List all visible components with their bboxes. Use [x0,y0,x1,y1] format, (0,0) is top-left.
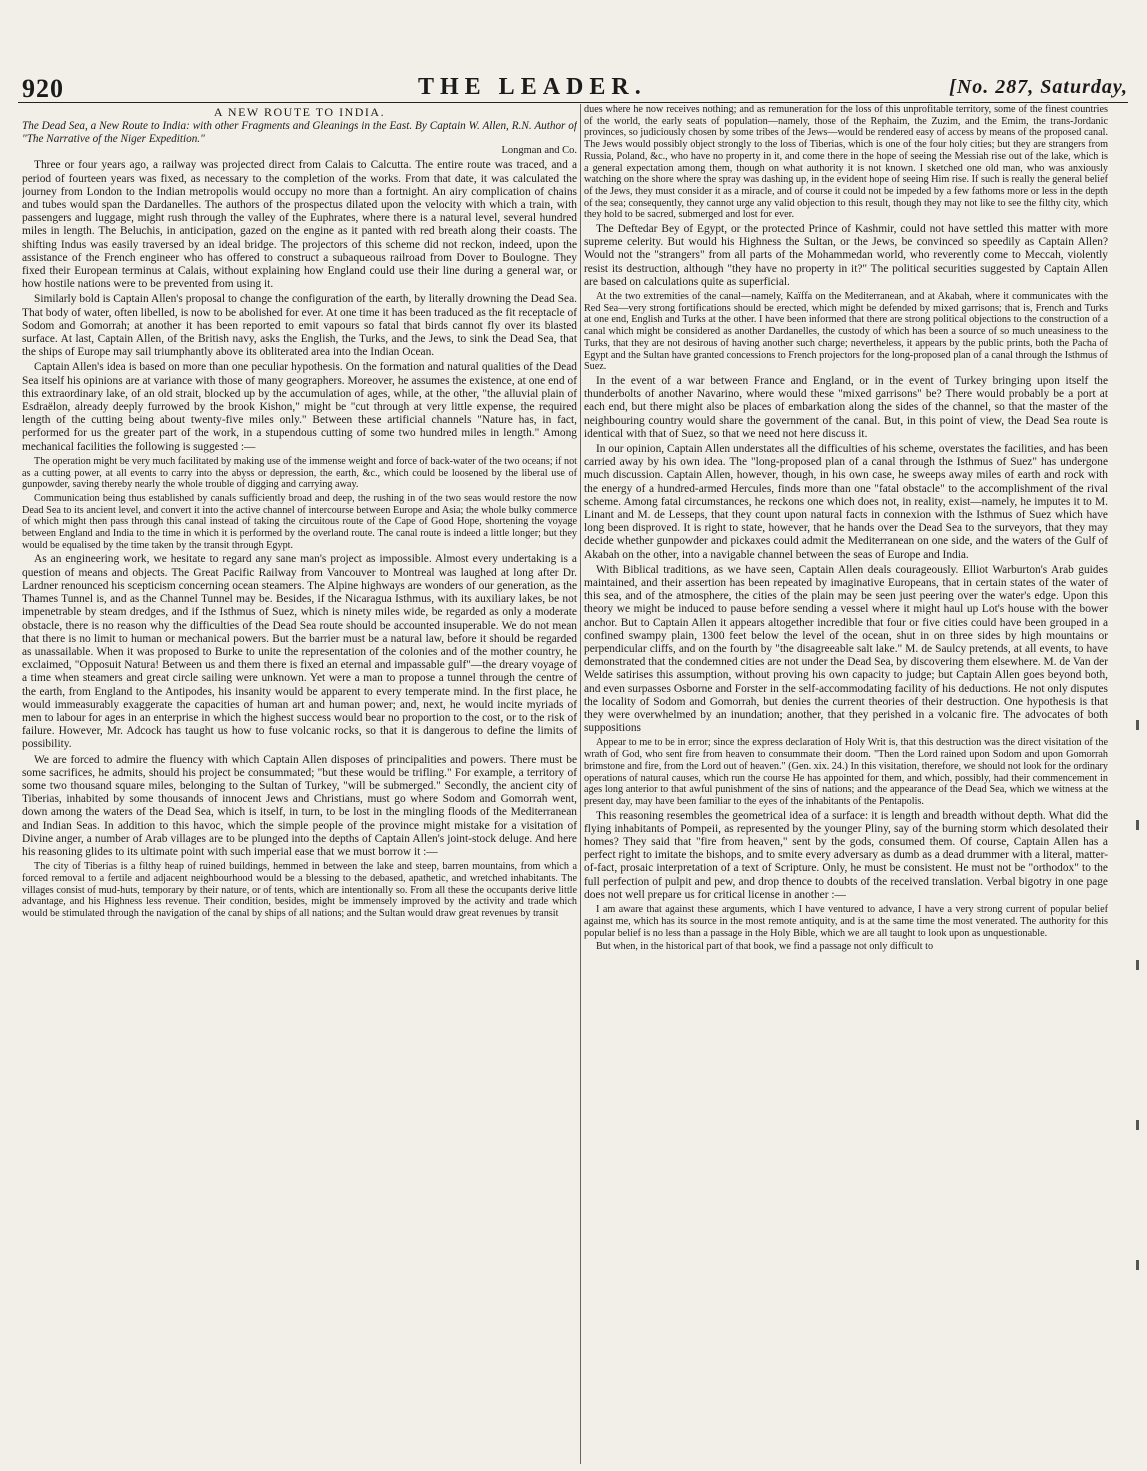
quoted-extract: Appear to me to be in error; since the express declaration of Holy Writ is, that this destruction was the direct visitation of the wrath of God, who sent fire from heaven to consummate their doom. "Then the Lord rained upon Sodom and upon Gomorrah brimstone and fire, from the Lord out of heaven." (Gen. xix. 24.) In this visitation, therefore, we should not look for the ordinary operations of natural causes, which run the course He has appointed for them, and which, possibly, had their commencement in ages long anterior to that awful punishment of the sins of nations; and the appearance of the Dead Sea, which we witness at the present day, may have been familiar to the eyes of the inhabitants of the Pentapolis. [584,737,1108,807]
quoted-extract: The city of Tiberias is a filthy heap of ruined buildings, hemmed in between the lake and steep, barren mountains, from which a forced removal to a fertile and adjacent neighbourhood would be a blessing to the debased, apathetic, and wretched inhabitants. The villages consist of mud-huts, temporary by their nature, or of tents, which are intentionally so. From all these the occupants derive little advantage, and his Highness less revenue. Their condition, besides, might be immensely improved by the activity and trade which would be stimulated through the navigation of the canal by ships of all nations; and the Sultan would draw great revenues by transit [22,861,577,919]
masthead: THE LEADER. [418,74,647,100]
paragraph: As an engineering work, we hesitate to regard any sane man's project as impossible. Almost every undertaking is a question of means and objects. The Great Pacific Railway from Vancouver to Montreal was laughed at long after Dr. Lardner renounced his scepticism concerning ocean steamers. The Alpine highways are wonders of our generation, as the Thames Tunnel is, and as the Channel Tunnel may be. Besides, if the Nicaragua Isthmus, with its auxiliary lakes, be not impenetrable by steam dredges, and if the Isthmus of Suez, which is ninety miles wide, be regarded as only a moderate obstacle, there is no reason why the difficulties of the Dead Sea route should be accounted insuperable. We do not mean that there is no limit to human or mechanical powers. But the barrier must be a natural law, before it should be regarded as unassailable. When it was proposed to Burke to unite the representation of the colonies and of the mother country, he exclaimed, "Opposuit Natura! Between us and them there is fixed an eternal and impassable gulf"—the dreary voyage of a time when steamers and great circle sailing were unknown. Yet were a man to propose a tunnel through the centre of the earth, from England to the Antipodes, his insanity would be apparent to every temperate mind. In the first place, he would immeasurably exaggerate the capacities of human art and human power; and, next, he would incite myriads of men to labour for ages in an enterprise in which the highest success would bear no proportion to the cost, or to the risk of failure. However, Mr. Adcock has taught us how to fuse volcanic rocks, so that it is dangerous to define the limits of possibility. [22,553,577,751]
quoted-extract: But when, in the historical part of that book, we find a passage not only difficult to [596,941,934,953]
paragraph: We are forced to admire the fluency with which Captain Allen disposes of principalities and powers. There must be some sacrifices, he admits, should his project be consummated; "but these would be trifling." For example, a territory of some two thousand square miles, belonging to the Sultan of Turkey, "will be submerged." Secondly, the ancient city of Tiberias, inhabited by some thousands of innocent Jews and Christians, must go where Sodom and Gomorrah went, down among the waters of the Dead Sea, which is itself, in turn, to be lost in the mingling floods of the Mediterranean and Indian Seas. In addition to this havoc, which the simple people of the province might mistake for a visitation of Divine anger, a number of Arab villages are to be plunged into the depths of Captain Allen's joint-stock deluge. And here his reasoning glides to its ultimate point with such imperial ease that we must borrow it :— [22,753,577,858]
paragraph: In the event of a war between France and England, or in the event of Turkey bringing upon itself the thunderbolts of another Navarino, where would these "mixed garrisons" be? There would probably be a port at each end, but there might also be places of embarkation along the sides of the channel, so that the master of the neighbouring country would share the government of the canal. But, in this point of view, the Dead Sea route is identical with that of Suez, so that we need not here discuss it. [584,374,1108,440]
article-subtitle: The Dead Sea, a New Route to India: with other Fragments and Gleanings in the East. By Captain W. Allen, R.N. Author of "The Narrative of the Niger Expedition." [22,120,577,145]
page-edge-marks [1129,700,1143,1400]
quoted-extract: At the two extremities of the canal—namely, Kaïffa on the Mediterranean, and at Akabah, where it communicates with the Red Sea—very strong fortifications should be erected, which might be defended by mixed garrisons; that is, French and Turks at one end, English and Turks at the other. I have been informed that there are strong political objections to the construction of a canal which might be considered as another Dardanelles, the custody of which has been a source of so much uneasiness to the Turks, that they are not desirous of having another such charge; nevertheless, it appears by the public prints, both the Pacha of Egypt and the Sultan have granted concessions to French projectors for the long-proposed plan of a canal through the Isthmus of Suez. [584,291,1108,373]
paragraph: With Biblical traditions, as we have seen, Captain Allen deals courageously. Elliot Warburton's Arab guides maintained, and their assertion has been repeated by imaginative Europeans, that in certain states of the water of this sea, and of the atmosphere, the cities of the plain may be seen just peering over the water's edge. Upon this theory we might be induced to pause before sending a vessel where it might haul up Lot's house with the bower anchor. But to Captain Allen it appears altogether incredible that four or five cities could have been grouped in a confined swampy plain, 1300 feet below the level of the ocean, shut in on three sides by high mountains or perpendicular cliffs, and on the fourth by "the disagreeable salt lake." M. de Saulcy pretends, at all events, to have demonstrated that the condemned cities are not under the Dead Sea, by discovering them elsewhere. M. de Van der Welde satirises this assumption, without proving his own capacity to judge; but Captain Allen goes beyond both, and even surpasses Osborne and Forster in the self-accommodating facility of his deductions. He not only disputes the locality of Sodom and Gomorrah, but denies the current theories of their destruction. One hypothesis is that they were overwhelmed by an inundation; another, that they perished in a volcanic fire. The advocates of both suppositions [584,563,1108,735]
paragraph: The Deftedar Bey of Egypt, or the protected Prince of Kashmir, could not have settled this matter with more supreme celerity. But would his Highness the Sultan, or the Jews, be convinced so speedily as Captain Allen? Would not the "strangers" from all parts of the Mohammedan world, who reverently come to Meccah, violently resist its destruction, although "they have no property in it?" The political securities suggested by Captain Allen are based on calculations quite as superficial. [584,223,1108,288]
paragraph: Captain Allen's idea is based on more than one peculiar hypothesis. On the formation and natural qualities of the Dead Sea itself his opinions are at variance with those of many geographers. Moreover, he assumes the existence, at one end of this extraordinary lake, of an old strait, blocked up by the accumulation of ages, while, at the other, "the alluvial plain of Esdraëlon, already deeply furrowed by the brook Kishon," might be "cut through at very little expense, the required length of the cutting being about twenty-five miles only." Between these artificial channels "Nature has, in fact, performed for us the greater part of the work, in a stupendous cutting of some two hundred miles in length." Among mechanical facilities the following is suggested :— [22,361,577,453]
page-number: 920 [22,74,64,103]
issue-date: [No. 287, Saturday, [949,76,1128,98]
edge-mark [1136,820,1139,830]
article-publisher: Longman and Co. [501,145,577,157]
edge-mark [1136,1120,1139,1130]
edge-mark [1136,720,1139,730]
quoted-extract: dues where he now receives nothing; and as remuneration for the loss of this unprofitable territory, some of the finest countries of the world, the early seats of population—namely, those of the Rephaim, the Zuzim, and the Emim, the trans-Jordanic provinces, so judiciously chosen by some tribes of the Jews—would be rendered easy of access by means of the proposed canal. The Jews would possibly object strongly to the loss of Tiberias, which is one of the four holy cities; but they are strangers from Russia, Poland, &c., who have no property in it, and come there in the hope of seeing the Messiah rise out of the lake, which is a general expectation among them, though on what authority it is not known. I sketched one old man, who was anxiously watching on the shore where the spray was dashing up, in the evident hope of seeing Him rise. If such is really the general belief of the Jews, they must consider it as a miracle, and of course it could not be impeded by a few fathoms more or less in the depth of the sea; consequently, they cannot urge any valid objection to this result, though they may not like to see the filthy city, which they hold to be sacred, submerged and lost for ever. [584,104,1108,221]
paragraph: Three or four years ago, a railway was projected direct from Calais to Calcutta. The entire route was traced, and a period of fourteen years was fixed, as necessary to the completion of the works. From that date, it was calculated the journey from London to the Indian metropolis would occupy no more than a fortnight. An airy complication of chains and tubes would span the Dardanelles. The authors of the prospectus dilated upon the velocity with which a train, with passengers and luggage, might rush through the valley of the Euphrates, where there is a natural level, several hundred miles in length. The Beluchis, in anticipation, gazed on the engine as it panted with red breath along their coasts. The shifting Indus was easily traversed by an ideal bridge. The projectors of this scheme did not reckon, indeed, upon the assistance of the French engineer who has offered to construct a subaqueous railroad from Dover to Boulogne. They fixed their European terminus at Calais, without explaining how England could use their line during a general war, or how hostile nations were to be prevented from using it. [22,159,577,291]
edge-mark [1136,960,1139,970]
column-rule [580,104,581,1464]
quoted-extract: Communication being thus established by canals sufficiently broad and deep, the rushing in of the two seas would restore the now Dead Sea to its ancient level, and convert it into the active channel of intercourse between Europe and Asia; the whole bulky commerce of which might then pass through this canal instead of taking the circuitous route of the Cape of Good Hope, shortening the voyage between England and India to the time in which it is performed by the overland route. The canal route is indeed a little longer; but they would be equalised by the time taken by the transit through Egypt. [22,492,577,551]
quoted-extract: I am aware that against these arguments, which I have ventured to advance, I have a very strong current of popular belief against me, which has its source in the most remote antiquity, and is at the same time the most venerated. The authority for this popular belief is no less than a passage in the Holy Bible, which we are all taught to look upon as unquestionable. [584,904,1108,939]
paragraph: In our opinion, Captain Allen understates all the difficulties of his scheme, overstates the facilities, and has been carried away by his own idea. The "long-proposed plan of a canal through the Isthmus of Suez" has undergone much discussion. Captain Allen, however, though, in his own case, he sweeps away miles of earth and rock with the energy of a hundred-armed Hercules, finds more than one "fatal obstacle" to the accomplishment of the rival scheme. Among fatal circumstances, he reckons one which does not, in reality, exist—namely, he imputes it to M. Linant and M. de Lesseps, that they count upon natural facts in connexion with the Isthmus of Suez which have long been disproved. It is right to state, however, that he hands over the Dead Sea to the surveyors, that they may decide whether gunpowder and pickaxes could admit the Mediterranean on one side, and the waters of the Gulf of Akabah on the other, into a navigable channel between the seas of Europe and India. [584,442,1108,561]
article-title: A NEW ROUTE TO INDIA. [213,105,386,119]
page-header [18,68,1128,103]
paragraph: Similarly bold is Captain Allen's proposal to change the configuration of the earth, by literally drowning the Dead Sea. That body of water, often libelled, is now to be abolished for ever. At one time it has been traduced as the fit receptacle of Sodom and Gomorrah; at another it has been reported to emit vapours so fatal that birds cannot fly over its blasted surface. At last, Captain Allen, of the British navy, asks the English, the Turks, and the Jews, to sink the Dead Sea, that the ships of Europe may sail triumphantly above its obliterated area into the Indian Ocean. [22,293,577,359]
right-column [584,104,1108,1464]
edge-mark [1136,1260,1139,1270]
quoted-extract: The operation might be very much facilitated by making use of the immense weight and force of back-water of the two oceans; if not as a cutting power, at all events to carry into the abyss or depression, the earth, &c., which could be loosened by the liberal use of gunpowder, saving thereby nearly the whole trouble of digging and carrying away. [22,455,577,491]
left-column [22,104,577,1464]
paragraph: This reasoning resembles the geometrical idea of a surface: it is length and breadth without depth. What did the flying inhabitants of Pompeii, as represented by the younger Pliny, say of the burning storm which desolated their homes? They said that "fire from heaven," sent by the gods, consumed them. Of course, Captain Allen has a perfect right to imitate the bishops, and to smite every adversary as dumb as a dead drummer with a literal, matter-of-fact, prosaic interpretation of a text of Scripture. Only, he must be consistent. He must not be "orthodox" to the full perfection of pulpit and pew, and drop thence to doubts of the received translation. Verbal bigotry in one page does not well prepare us for critical license in another :— [584,809,1108,901]
